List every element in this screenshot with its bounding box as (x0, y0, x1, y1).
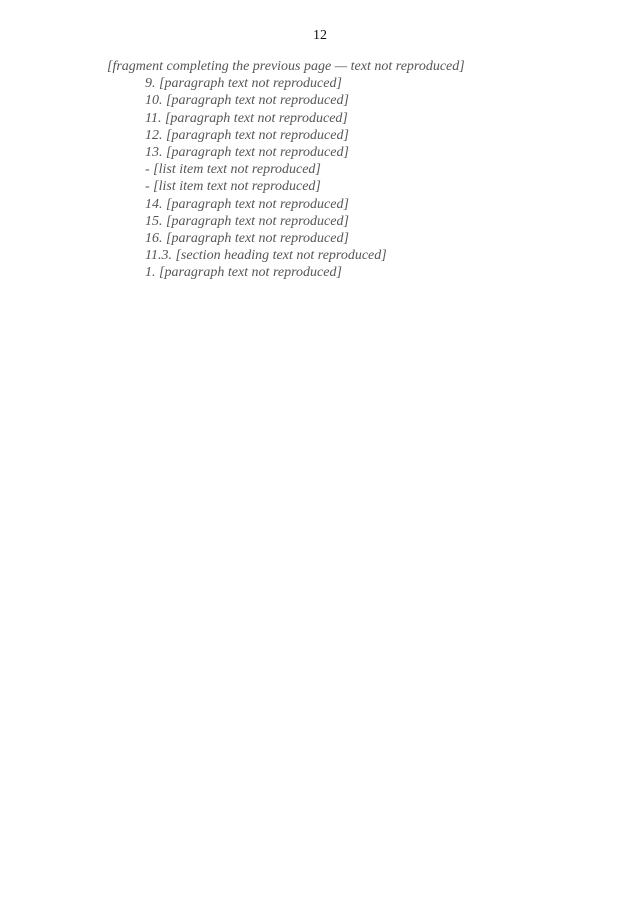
paragraph-16: 16. [paragraph text not reproduced] (145, 231, 349, 247)
list-item-monthly-reports: - [list item text not reproduced] (145, 162, 321, 178)
paragraph-14: 14. [paragraph text not reproduced] (145, 196, 349, 212)
paragraph-15: 15. [paragraph text not reproduced] (145, 213, 349, 229)
paragraph-13: 13. [paragraph text not reproduced] (145, 145, 349, 161)
paragraph-9: 9. [paragraph text not reproduced] (145, 76, 342, 92)
paragraph-1: 1. [paragraph text not reproduced] (145, 265, 342, 281)
paragraph-11: 11. [paragraph text not reproduced] (145, 110, 348, 126)
section-heading-11-3: 11.3. [section heading text not reproduced] (145, 248, 387, 264)
list-item-quarterly-reports: - [list item text not reproduced] (145, 179, 321, 195)
page-number: 12 (313, 28, 327, 43)
paragraph-10: 10. [paragraph text not reproduced] (145, 93, 349, 109)
paragraph-12: 12. [paragraph text not reproduced] (145, 127, 349, 143)
document-body (107, 58, 601, 282)
paragraph-continuation: [fragment completing the previous page — text not reproduced] (107, 59, 465, 74)
